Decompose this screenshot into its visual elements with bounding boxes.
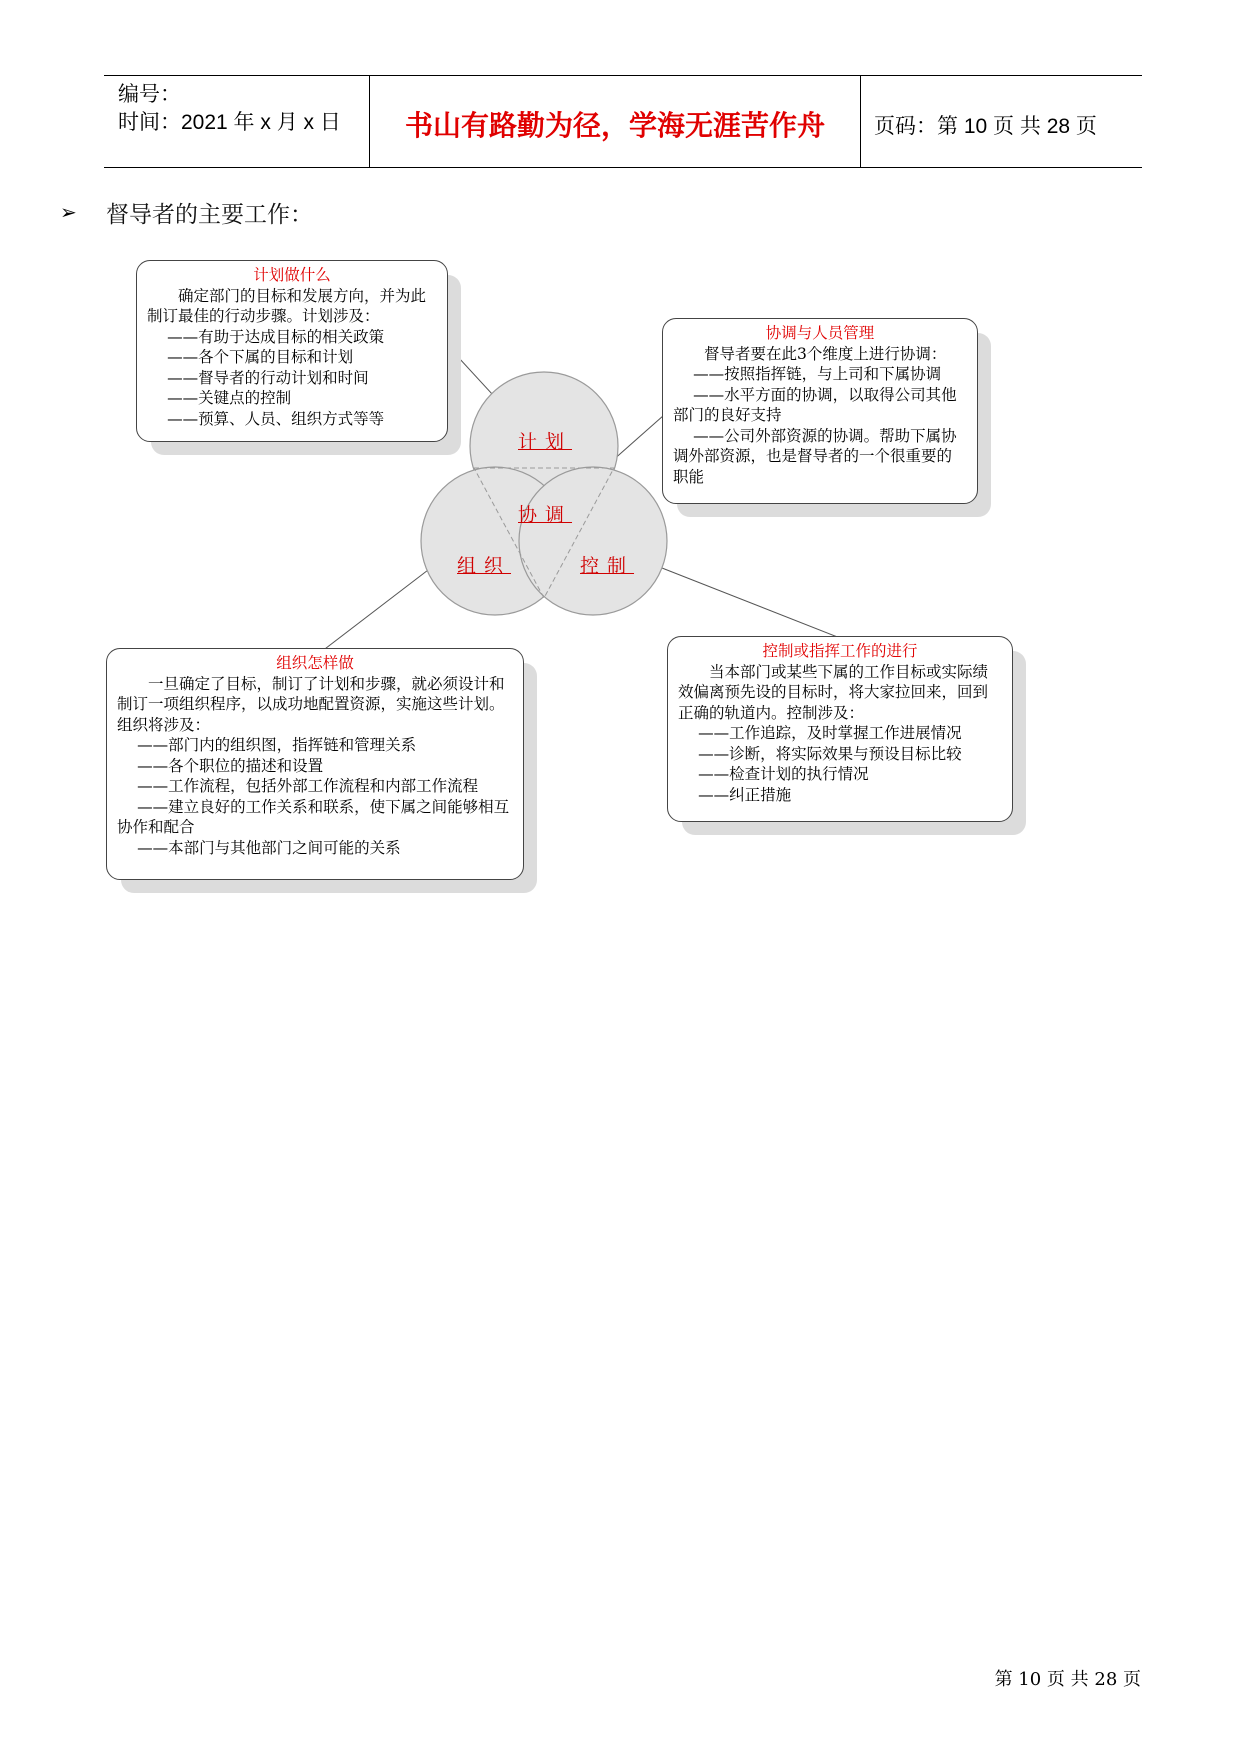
coordinate-callout-title: 协调与人员管理 (765, 324, 875, 342)
plan-callout-title: 计划做什么 (253, 266, 331, 284)
coordinate-callout-intro: 督导者要在此3个维度上进行协调： (704, 344, 947, 363)
organize-item: ——工作流程，包括外部工作流程和内部工作流程 (137, 777, 479, 795)
coordinate-item: ——水平方面的协调，以取得公司其他部门的良好支持 (673, 385, 957, 424)
organize-callout-title: 组织怎样做 (276, 654, 354, 672)
header-page-label: 页码：第 10 页 共 28 页 (874, 115, 1097, 138)
control-callout (667, 636, 1013, 822)
plan-item: ——督导者的行动计划和时间 (167, 368, 369, 387)
plan-callout (136, 260, 448, 442)
organize-callout-intro: 一旦确定了目标，制订了计划和步骤，就必须设计和制订一项组织程序，以成功地配置资源，实施这些计划。组织将涉及： (117, 674, 505, 734)
coordinate-item: ——按照指挥链，与上司和下属协调 (693, 365, 942, 383)
header-motto: 书山有路勤为径，学海无涯苦作舟 (404, 109, 825, 142)
plan-item: ——各个下属的目标和计划 (167, 348, 354, 366)
footer-page-number: 第 10 页 共 28 页 (994, 1669, 1141, 1690)
organize-item: ——部门内的组织图，指挥链和管理关系 (137, 736, 417, 754)
section-heading: 督导者的主要工作： (106, 202, 313, 228)
organize-callout (106, 648, 524, 880)
control-callout-intro: 当本部门或某些下属的工作目标或实际绩效偏离预先设的目标时，将大家拉回来，回到正确的轨道内。控制涉及： (678, 662, 989, 722)
control-item: ——纠正措施 (698, 785, 792, 804)
control-callout-title: 控制或指挥工作的进行 (762, 642, 918, 660)
control-item: ——工作追踪，及时掌握工作进展情况 (698, 724, 962, 742)
control-item: ——诊断，将实际效果与预设目标比较 (698, 744, 962, 763)
circle-control (519, 467, 667, 615)
coordinate-item: ——公司外部资源的协调。帮助下属协调外部资源，也是督导者的一个很重要的职能 (673, 426, 957, 486)
connector-control (662, 568, 840, 638)
organize-item: ——本部门与其他部门之间可能的关系 (137, 838, 401, 857)
circle-label-control: 控制 (580, 555, 635, 577)
organize-item: ——建立良好的工作关系和联系，使下属之间能够相互协作和配合 (117, 797, 510, 836)
plan-item: ——关键点的控制 (167, 389, 292, 407)
circle-label-coordinate: 协调 (518, 504, 573, 526)
coordinate-callout (662, 318, 978, 504)
organize-item: ——各个职位的描述和设置 (137, 756, 324, 775)
arrow-bullet-icon: ➢ (60, 202, 77, 224)
document-number-label: 编号： (118, 83, 181, 106)
document-time-label: 时间：2021 年 x 月 x 日 (118, 111, 341, 134)
plan-item: ——预算、人员、组织方式等等 (167, 409, 385, 428)
plan-item: ——有助于达成目标的相关政策 (167, 327, 385, 346)
circle-label-organize: 组织 (457, 555, 512, 577)
connector-organize (317, 567, 432, 655)
circle-label-plan: 计划 (518, 431, 573, 453)
plan-callout-intro: 确定部门的目标和发展方向，并为此制订最佳的行动步骤。计划涉及： (147, 286, 427, 325)
control-item: ——检查计划的执行情况 (698, 765, 869, 783)
